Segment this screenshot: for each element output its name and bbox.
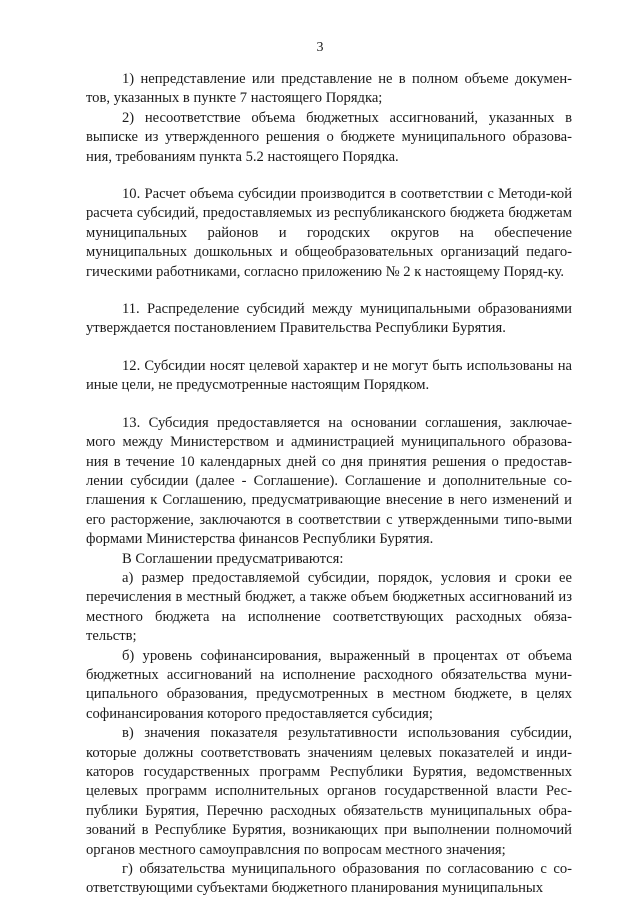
paragraph-clause-12: 12. Субсидии носят целевой характер и не могут быть использованы на иные цели, не предусмотренные настоящим Порядком. <box>86 357 572 394</box>
paragraph-item-v: в) значения показателя результативности использования субсидии, которые должны соответствовать значениям целевых показателей и инди-каторов государственных программ Республики Бурятия, ведомственных целевых программ исполнительных органов государственной власти Рес-публики Бурятия, Перечню расходных обязательств муниципальных обра-зований в Республике Бурятия, возникающих при выполнении полномочий органов местного самоуправлсния по вопросам местного значения; <box>86 725 572 858</box>
paragraph-item-b: б) уровень софинансирования, выраженный в процентах от объема бюджетных ассигнований на исполнение расходного обязательства муни-ципального образования, предусмотренных в местном бюджете, в целях софинансирования которого предоставляется субсидия; <box>86 647 572 722</box>
paragraph-item-a: а) размер предоставляемой субсидии, порядок, условия и сроки ее перечисления в местный бюджет, а также объем бюджетных ассигнований из местного бюджета на исполнение соответствующих расходных обяза-тельств; <box>86 569 572 645</box>
paragraph-clause-10: 10. Расчет объема субсидии производится в соответствии с Методи-кой расчета субсидий, предоставляемых из республиканского бюджета бюджетам муниципальных районов и городских округов на обеспечение муниципальных дошкольных и общеобразовательных организаций педаго-гическими работниками, согласно приложению № 2 к настоящему Поряд-ку. <box>86 186 572 280</box>
document-body <box>86 70 572 899</box>
paragraph-item-g: г) обязательства муниципального образования по согласованию с со-ответствующими субъектами бюджетного планирования муниципальных <box>86 861 572 897</box>
paragraph-item-1: 1) непредставление или представление не в полном объеме докумен-тов, указанных в пункте 7 настоящего Порядка; <box>86 71 572 107</box>
paragraph-agreement-intro: В Соглашении предусматриваются: <box>122 550 344 567</box>
paragraph-item-2: 2) несоответствие объема бюджетных ассигнований, указанных в выписке из утвержденного решения о бюджете муниципального образова-ния, требованиям пункта 5.2 настоящего Порядка. <box>86 109 572 165</box>
paragraph-clause-13: 13. Субсидия предоставляется на основании соглашения, заключае-мого между Министерством и администрацией муниципального образова-ния в течение 10 календарных дней со дня принятия решения о предостав-лении субсидии (далее - Соглашение). Соглашение и дополнительные со-глашения к Соглашению, предусматривающие внесение в него изменений и его расторжение, заключаются в соответствии с утвержденными типо-выми формами Министерства финансов Республики Бурятия. <box>86 414 572 548</box>
page-number: 3 <box>316 40 324 55</box>
paragraph-clause-11: 11. Распределение субсидий между муниципальными образованиями утверждается постановлением Правительства Республики Бурятия. <box>86 301 572 337</box>
